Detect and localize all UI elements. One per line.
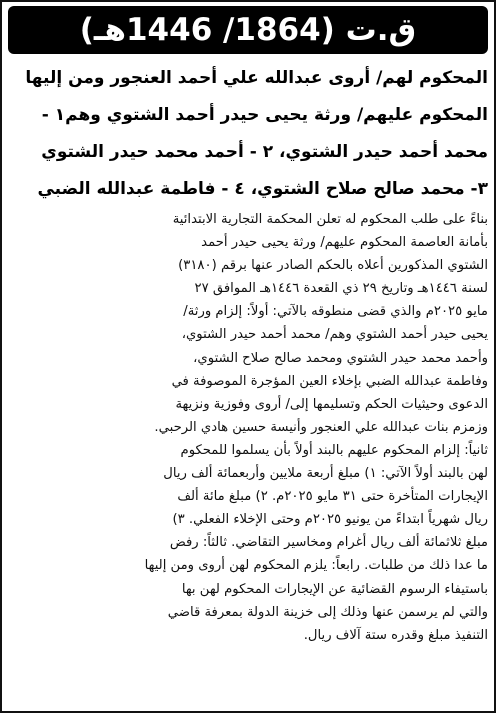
defendants-names-line-2: ٣- محمد صالح صلاح الشتوي، ٤ - فاطمة عبدالله الضبي [37,179,488,199]
body-line: لسنة ١٤٤٦هـ وتاريخ ٢٩ ذي القعدة ١٤٤٦هـ الموافق ٢٧ [194,281,488,297]
case-number-header: ق.ت (1864/ 1446هـ) [8,6,488,54]
body-line: وأحمد محمد حيدر الشتوي ومحمد صالح صلاح الشتوي، [193,350,488,366]
body-line: مبلغ ثلاثمائة ألف ريال أغرام ومخاسير التقاضي. ثالثاً: رفض [169,535,488,551]
body-line: لهن بالبند أولاً الآتي: ١) مبلغ أربعة ملايين وأربعمائة ألف ريال [163,466,488,482]
body-line: بأمانة العاصمة المحكوم عليهم/ ورثة يحيى حيدر أحمد [201,235,488,251]
body-line: مايو ٢٠٢٥م والذي قضى منطوقه بالآتي: أولاً: إلزام ورثة/ [183,304,488,320]
notice-body [8,208,488,647]
body-line: ثانياً: إلزام المحكوم عليهم بالبند أولاً بأن يسلموا للمحكوم [180,442,488,458]
body-line: باستيفاء الرسوم القضائية عن الإيجارات المحكوم لهن بها [181,581,488,597]
body-line: الإيجارات المتأخرة حتى ٣١ مايو ٢٠٢٥م. ٢) مبلغ مائة ألف [177,489,488,505]
parties-block [8,60,488,208]
body-line: والتي لم يرسمن عنها وذلك إلى خزينة الدولة بمعرفة قاضي [167,604,488,620]
body-line: ما عدا ذلك من طلبات. رابعاً: يلزم المحكوم لهن أروى ومن إليها [144,558,488,574]
body-line: الشتوي المذكورين أعلاه بالحكم الصادر عنها برقم (٣١٨٠) [178,258,488,274]
plaintiffs-line: المحكوم لهم/ أروى عبدالله علي أحمد العنجور ومن إليها [25,68,488,88]
body-line: وزمزم بنات عبدالله علي العنجور وأنيسة حسين هادي الرحبي. [154,419,488,435]
body-line: ريال شهرياً ابتداءً من يونيو ٢٠٢٥م وحتى الإخلاء الفعلي. ٣) [172,512,488,528]
body-line: الدعوى وحيثيات الحكم وتسليمها إلى/ أروى وفوزية ونزيهة [175,396,488,412]
body-line: بناءً على طلب المحكوم له تعلن المحكمة التجارية الابتدائية [172,212,488,227]
defendants-line: المحكوم عليهم/ ورثة يحيى حيدر أحمد الشتوي وهم١ - [41,105,488,125]
body-line: التنفيذ مبلغ وقدره ستة آلاف ريال. [303,627,488,643]
body-line: وفاطمة عبدالله الضبي بإخلاء العين المؤجرة الموصوفة في [171,373,488,389]
body-line: يحيى حيدر أحمد الشتوي وهم/ محمد أحمد حيدر الشتوي، [181,327,488,343]
defendants-names-line-1: محمد أحمد حيدر الشتوي، ٢ - أحمد محمد حيدر الشتوي [41,142,488,162]
